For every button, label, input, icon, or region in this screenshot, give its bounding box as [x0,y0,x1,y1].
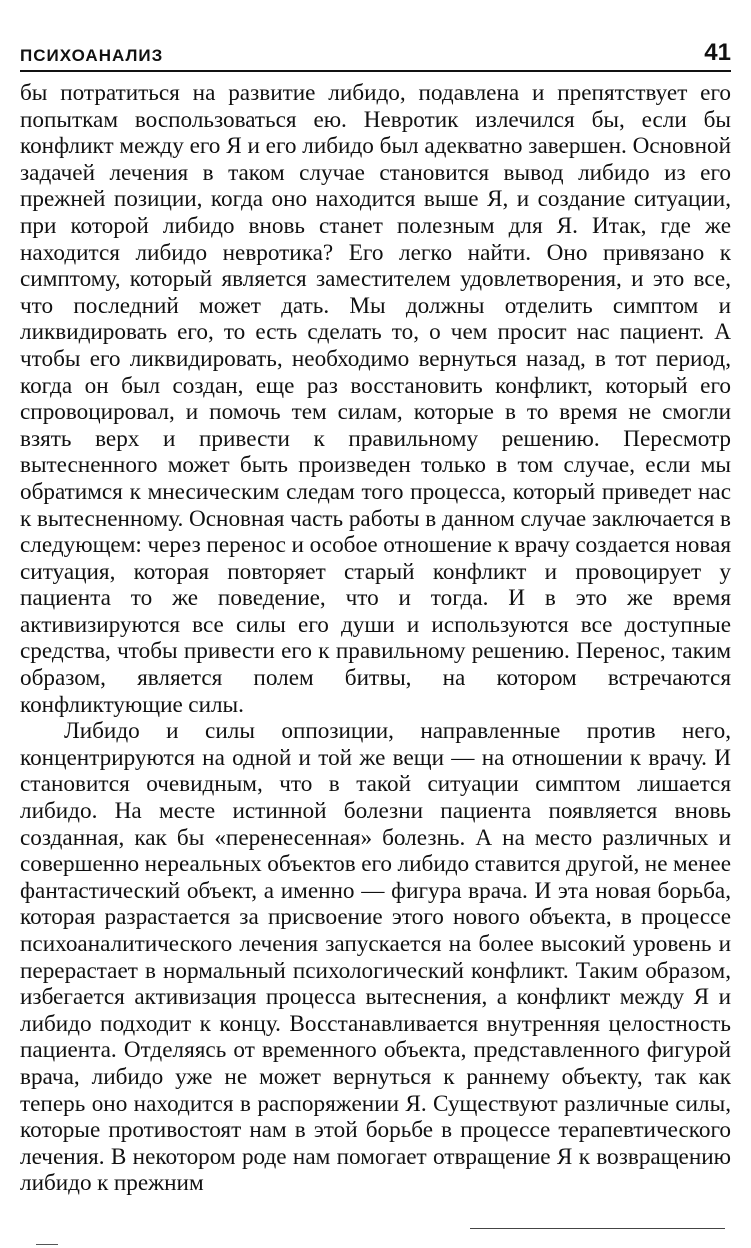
footer-mark [36,1244,58,1245]
section-title: ПСИХОАНАЛИЗ [20,46,164,65]
page-number: 41 [704,39,731,66]
footer-rule [470,1228,725,1229]
book-page [20,36,731,1197]
running-header [20,36,731,72]
paragraph: Либидо и силы оппозиции, направленные против него, концентрируются на одной и той же вещи — на отношении к врачу. И становится очевидным, что в такой ситуации симптом лишается либидо. На месте истинной болезни пациента появляется вновь созданная, как бы «перенесенная» болезнь. А на место различных и совершенно нереальных объектов его либидо ставится другой, не менее фантастический объект, а именно — фигура врача. И эта новая борьба, которая разрастается за присвоение этого нового объекта, в процессе психоаналитического лечения запускается на более высокий уровень и перерастает в нормальный психологический конфликт. Таким образом, избегается активизация процесса вытеснения, а конфликт между Я и либидо подходит к концу. Восстанавливается внутренняя целостность пациента. Отделяясь от временного объекта, представленного фигурой врача, либидо уже не может вернуться к раннему объекту, так как теперь оно находится в распоряжении Я. Существуют различные силы, которые противостоят нам в этой борьбе в процессе терапевтического лечения. В некотором роде нам помогает отвращение Я к возвращению либидо к прежним [20,718,731,1197]
paragraph: бы потратиться на развитие либидо, подавлена и препятствует его попыткам воспользоваться ею. Невротик излечился бы, если бы конфликт между его Я и его либидо был адекватно завершен. Основной задачей лечения в таком случае становится вывод либидо из его прежней позиции, когда оно находится выше Я, и создание ситуации, при которой либидо вновь станет полезным для Я. Итак, где же находится либидо невротика? Его легко найти. Оно привязано к симптому, который является заместителем удовлетворения, и это все, что последний может дать. Мы должны отделить симптом и ликвидировать его, то есть сделать то, о чем просит нас пациент. А чтобы его ликвидировать, необходимо вернуться назад, в тот период, когда он был создан, еще раз восстановить конфликт, который его спровоцировал, и помочь тем силам, которые в то время не смогли взять верх и привести к правильному решению. Пересмотр вытесненного может быть произведен только в том случае, если мы обратимся к мнесическим следам того процесса, который приведет нас к вытесненному. Основная часть работы в данном случае заключается в следующем: через перенос и особое отношение к врачу создается новая ситуация, которая повторяет старый конфликт и провоцирует у пациента то же поведение, что и тогда. И в это же время активизируются все силы его души и используются все доступные средства, чтобы привести его к правильному решению. Перенос, таким образом, является полем битвы, на котором встречаются конфликтующие силы. [20,80,731,718]
body-text [20,80,731,1197]
